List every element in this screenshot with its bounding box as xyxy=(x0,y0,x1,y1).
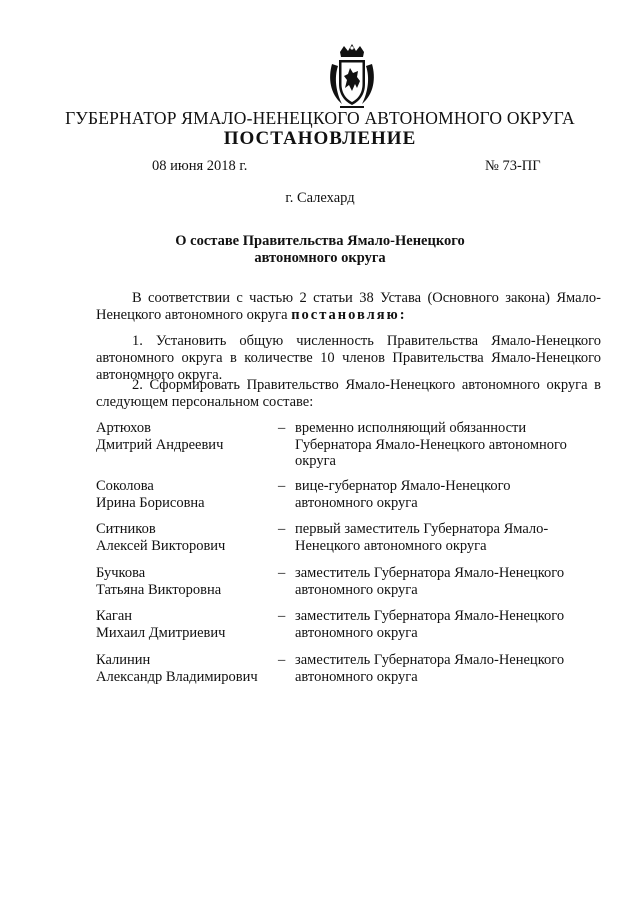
member-given-names: Дмитрий Андреевич xyxy=(96,436,224,453)
member-given-names: Татьяна Викторовна xyxy=(96,581,222,598)
member-name xyxy=(96,652,276,685)
item-2 xyxy=(96,377,601,411)
member-position xyxy=(295,521,595,554)
member-position-line: временно исполняющий обязанности xyxy=(295,420,527,436)
preamble xyxy=(96,290,601,324)
member-position-line: автономного округа xyxy=(295,581,418,598)
member-position xyxy=(295,652,595,685)
title-line-1: О составе Правительства Ямало-Ненецкого xyxy=(175,233,465,249)
document-number: № 73-ПГ xyxy=(485,158,541,174)
yamal-nenets-coat-of-arms-icon xyxy=(326,44,378,110)
member-surname: Артюхов xyxy=(96,420,151,436)
member-given-names: Алексей Викторович xyxy=(96,537,226,554)
member-position-line: автономного округа xyxy=(295,624,418,641)
member-dash: – xyxy=(278,420,286,436)
member-position-line: автономного округа xyxy=(295,668,418,685)
member-surname: Ситников xyxy=(96,521,156,537)
item-2-line-2: следующем персональном составе: xyxy=(96,394,314,410)
member-name xyxy=(96,565,276,598)
member-dash: – xyxy=(278,565,286,581)
preamble-line-1: В соответствии с частью 2 статьи 38 Устава (Основного закона) Ямало- xyxy=(132,290,601,306)
member-position-line: автономного округа xyxy=(295,494,418,511)
member-position-line: округа xyxy=(295,453,336,469)
preamble-line-2-text: Ненецкого автономного округа xyxy=(96,307,292,323)
item-1-line-3: автономного округа. xyxy=(96,367,223,383)
document-title xyxy=(0,233,640,267)
member-position-line: заместитель Губернатора Ямало-Ненецкого xyxy=(295,608,565,624)
member-name xyxy=(96,521,276,554)
issuing-authority: ГУБЕРНАТОР ЯМАЛО-НЕНЕЦКОГО АВТОНОМНОГО ОКРУГА xyxy=(65,108,575,128)
item-1-line-2: автономного округа в количестве 10 членов Правительства Ямало-Ненецкого xyxy=(96,350,601,366)
member-given-names: Ирина Борисовна xyxy=(96,494,205,511)
member-surname: Соколова xyxy=(96,478,154,494)
member-given-names: Михаил Дмитриевич xyxy=(96,624,226,641)
document-type: ПОСТАНОВЛЕНИЕ xyxy=(223,128,417,149)
member-position xyxy=(295,565,595,598)
preamble-line-2 xyxy=(96,307,601,324)
member-position xyxy=(295,478,595,511)
member-surname: Бучкова xyxy=(96,565,146,581)
member-position-line: заместитель Губернатора Ямало-Ненецкого xyxy=(295,565,565,581)
member-given-names: Александр Владимирович xyxy=(96,668,258,685)
member-position-line: вице-губернатор Ямало-Ненецкого xyxy=(295,478,511,494)
member-name xyxy=(96,420,276,453)
member-position xyxy=(295,608,595,641)
item-1-line-1: 1. Установить общую численность Правительства Ямало-Ненецкого xyxy=(132,333,601,349)
document-city: г. Салехард xyxy=(285,190,355,206)
item-2-line-1: 2. Сформировать Правительство Ямало-Ненецкого автономного округа в xyxy=(132,377,601,393)
member-position-line: Ненецкого автономного округа xyxy=(295,537,487,554)
title-line-2: автономного округа xyxy=(254,250,386,266)
member-position xyxy=(295,420,595,470)
document-date: 08 июня 2018 г. xyxy=(152,158,248,174)
member-name xyxy=(96,608,276,641)
member-dash: – xyxy=(278,521,286,537)
resolution-keyword: постановляю: xyxy=(291,307,407,323)
member-position-line: заместитель Губернатора Ямало-Ненецкого xyxy=(295,652,565,668)
member-surname: Калинин xyxy=(96,652,151,668)
member-position-line: первый заместитель Губернатора Ямало- xyxy=(295,521,549,537)
member-dash: – xyxy=(278,478,286,494)
member-surname: Каган xyxy=(96,608,133,624)
member-name xyxy=(96,478,276,511)
member-position-line: Губернатора Ямало-Ненецкого автономного xyxy=(295,436,567,453)
member-dash: – xyxy=(278,608,286,624)
member-dash: – xyxy=(278,652,286,668)
